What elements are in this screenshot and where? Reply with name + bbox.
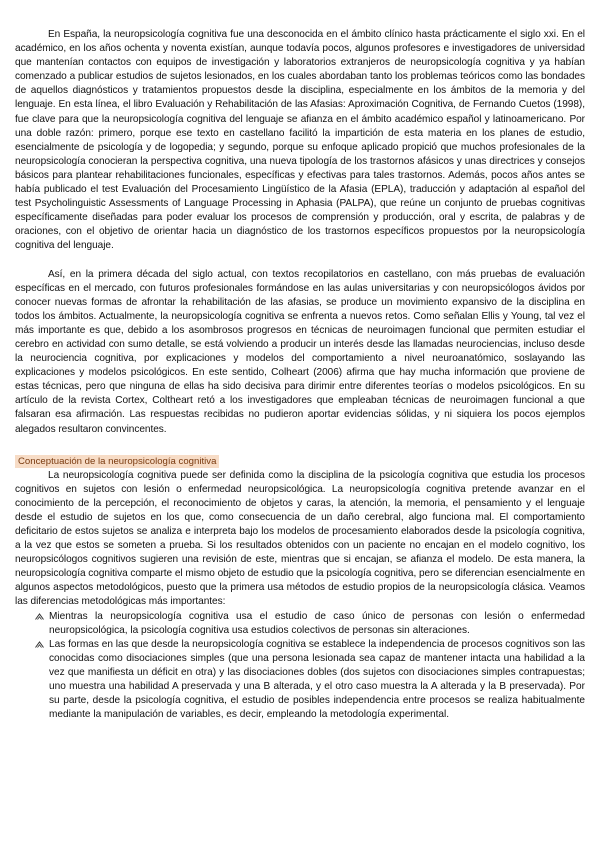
paragraph-primera-decada: Así, en la primera década del siglo actual, con textos recopilatorios en castellano, con más pruebas de evaluación específicas en el mercado, con futuros profesionales formándose en las aulas universitarias y con neuropsicólogos ávidos por conocer nuevas formas de afrontar la rehabilitación de las afasias, se produce un movimiento expansivo de la disciplina en todos los ámbitos. Actualmente, la neuropsicología cognitiva se enfrenta a nuevos retos. Como señalan Ellis y Young, tal vez el más importante es que, debido a los asombrosos progresos en técnicas de neuroimagen funcional que permiten estudiar el cerebro en actividad con sumo detalle, se está volviendo a producir un interés desde las llamadas neurociencias, incluso desde la neurociencia cognitiva, por explicaciones y modelos del comportamiento a nivel neuroanatómico, soslayando las explicaciones y modelos psicológicos. En este sentido, Colheart (2006) afirma que hay mucha información que proviene de estas técnicas, pero que ninguna de ellas ha sido decisiva para dirimir entre diferentes teorías o modelos psicológicos. En su artículo de la revista Cortex, Coltheart retó a los investigadores que empleaban técnicas de neuroimagen funcional a que falsaran esa afirmación. Las respuestas recibidas no pudieron aportar evidencias sólidas, y ni siquiera los pocos ejemplos alegados resultaron convincentes. [15, 268, 585, 435]
caret-up-icon [35, 613, 44, 620]
differences-list [15, 610, 585, 723]
list-item [35, 638, 585, 723]
paragraph-espana: En España, la neuropsicología cognitiva fue una desconocida en el ámbito clínico hasta prácticamente el siglo xxi. En el académico, en los años ochenta y noventa existían, aunque todavía pocos, algunos profesores e investigadores de universidad que mantenían contactos con equipos de investigación y laboratorios extranjeros de neuropsicología cognitiva y ya habían comenzado a publicar estudios de sujetos lesionados, en los cuales abordaban tanto los problemas teóricos como las bondades de aquellos diagnósticos y tratamientos propuestos desde la disciplina, especialmente en los ámbitos de la memoria y del lenguaje. En esta línea, el libro Evaluación y Rehabilitación de las Afasias: Aproximación Cognitiva, de Fernando Cuetos (1998), fue clave para que la neuropsicología cognitiva del lenguaje se afianza en el ámbito académico español y latinoamericano. Por una doble razón: primero, porque ese texto en castellano facilitó la impartición de esta materia en los planes de estudio, esencialmente de psicología y de logopedia; y segundo, porque su enfoque aplicado propició que muchos profesionales de la neuropsicología conocieran la perspectiva cognitiva, una nueva tipología de los trastornos afásicos y unas directrices y consejos básicos para plantear rehabilitaciones funcionales, específicas y efectivas para tales trastornos. Además, pocos años antes se había publicado el test Evaluación del Procesamiento Lingüístico de la Afasia (EPLA), traducción y adaptación al español del test Psycholinguistic Assessments of Language Processing in Aphasia (PALPA), que reúne un conjunto de pruebas cognitivas específicamente diseñadas para poder evaluar los procesos de comprensión y producción, oral y escrita, de palabras y de oraciones, con el objetivo de orientar hacia un diagnóstico de los trastornos específicos propuestos por la neuropsicología cognitiva del lenguaje. [15, 29, 585, 252]
section-heading-wrapper [15, 451, 585, 469]
document-page [15, 28, 585, 722]
list-item-text: Las formas en las que desde la neuropsicología cognitiva se establece la independencia de procesos cognitivos son las conocidas como disociaciones simples (que una persona lesionada sea capaz de mantener intacta una habilidad a la vez que manifiesta un déficit en otra) y las disociaciones dobles (dos sujetos con disociaciones simples contrapuestas; uno muestra una habilidad A preservada y una B alterada, y el otro caso muestra la A alterada y la B preservada). Por su parte, desde la psicología cognitiva, el estudio de posibles independencia entre procesos se realiza habitualmente mediante la manipulación de variables, es decir, empleando la metodología experimental. [49, 638, 585, 721]
list-item [35, 610, 585, 638]
paragraph-conceptuacion: La neuropsicología cognitiva puede ser definida como la disciplina de la psicología cognitiva que estudia los procesos cognitivos en sujetos con lesión o enfermedad neuropsicológica. La neuropsicología cognitiva pretende avanzar en el conocimiento de la percepción, el reconocimiento de objetos y caras, la atención, la memoria, el pensamiento y el lenguaje desde el estudio de sujetos en los que, como consecuencia de un daño cerebral, algo funciona mal. El comportamiento deficitario de estos sujetos se analiza e interpreta bajo los modelos de procesamiento elaborados desde la psicología cognitiva, a la vez que estos se someten a prueba. Si los resultados obtenidos con un paciente no encajan en el modelo cognitivo, los neuropsicólogos cognitivos sugieren una revisión de este, mientras que si encajan, se afianza el modelo. De esta manera, la neuropsicología cognitiva comparte el mismo objeto de estudio que la psicología cognitiva, pero se diferencian esencialmente en algunos aspectos metodológicos, puesto que la primera usa métodos de estudio propios de la neuropsicología clásica. Veamos las diferencias metodológicas más importantes: [15, 469, 585, 608]
list-item-text: Mientras la neuropsicología cognitiva usa el estudio de caso único de personas con lesión o enfermedad neuropsicológica, la psicología cognitiva usa estudios colectivos de personas sin alteraciones. [49, 610, 585, 636]
caret-up-icon [35, 641, 44, 648]
section-heading: Conceptuación de la neuropsicología cognitiva [15, 455, 219, 468]
paragraph-spacer [15, 254, 585, 268]
paragraph-spacer [15, 437, 585, 451]
